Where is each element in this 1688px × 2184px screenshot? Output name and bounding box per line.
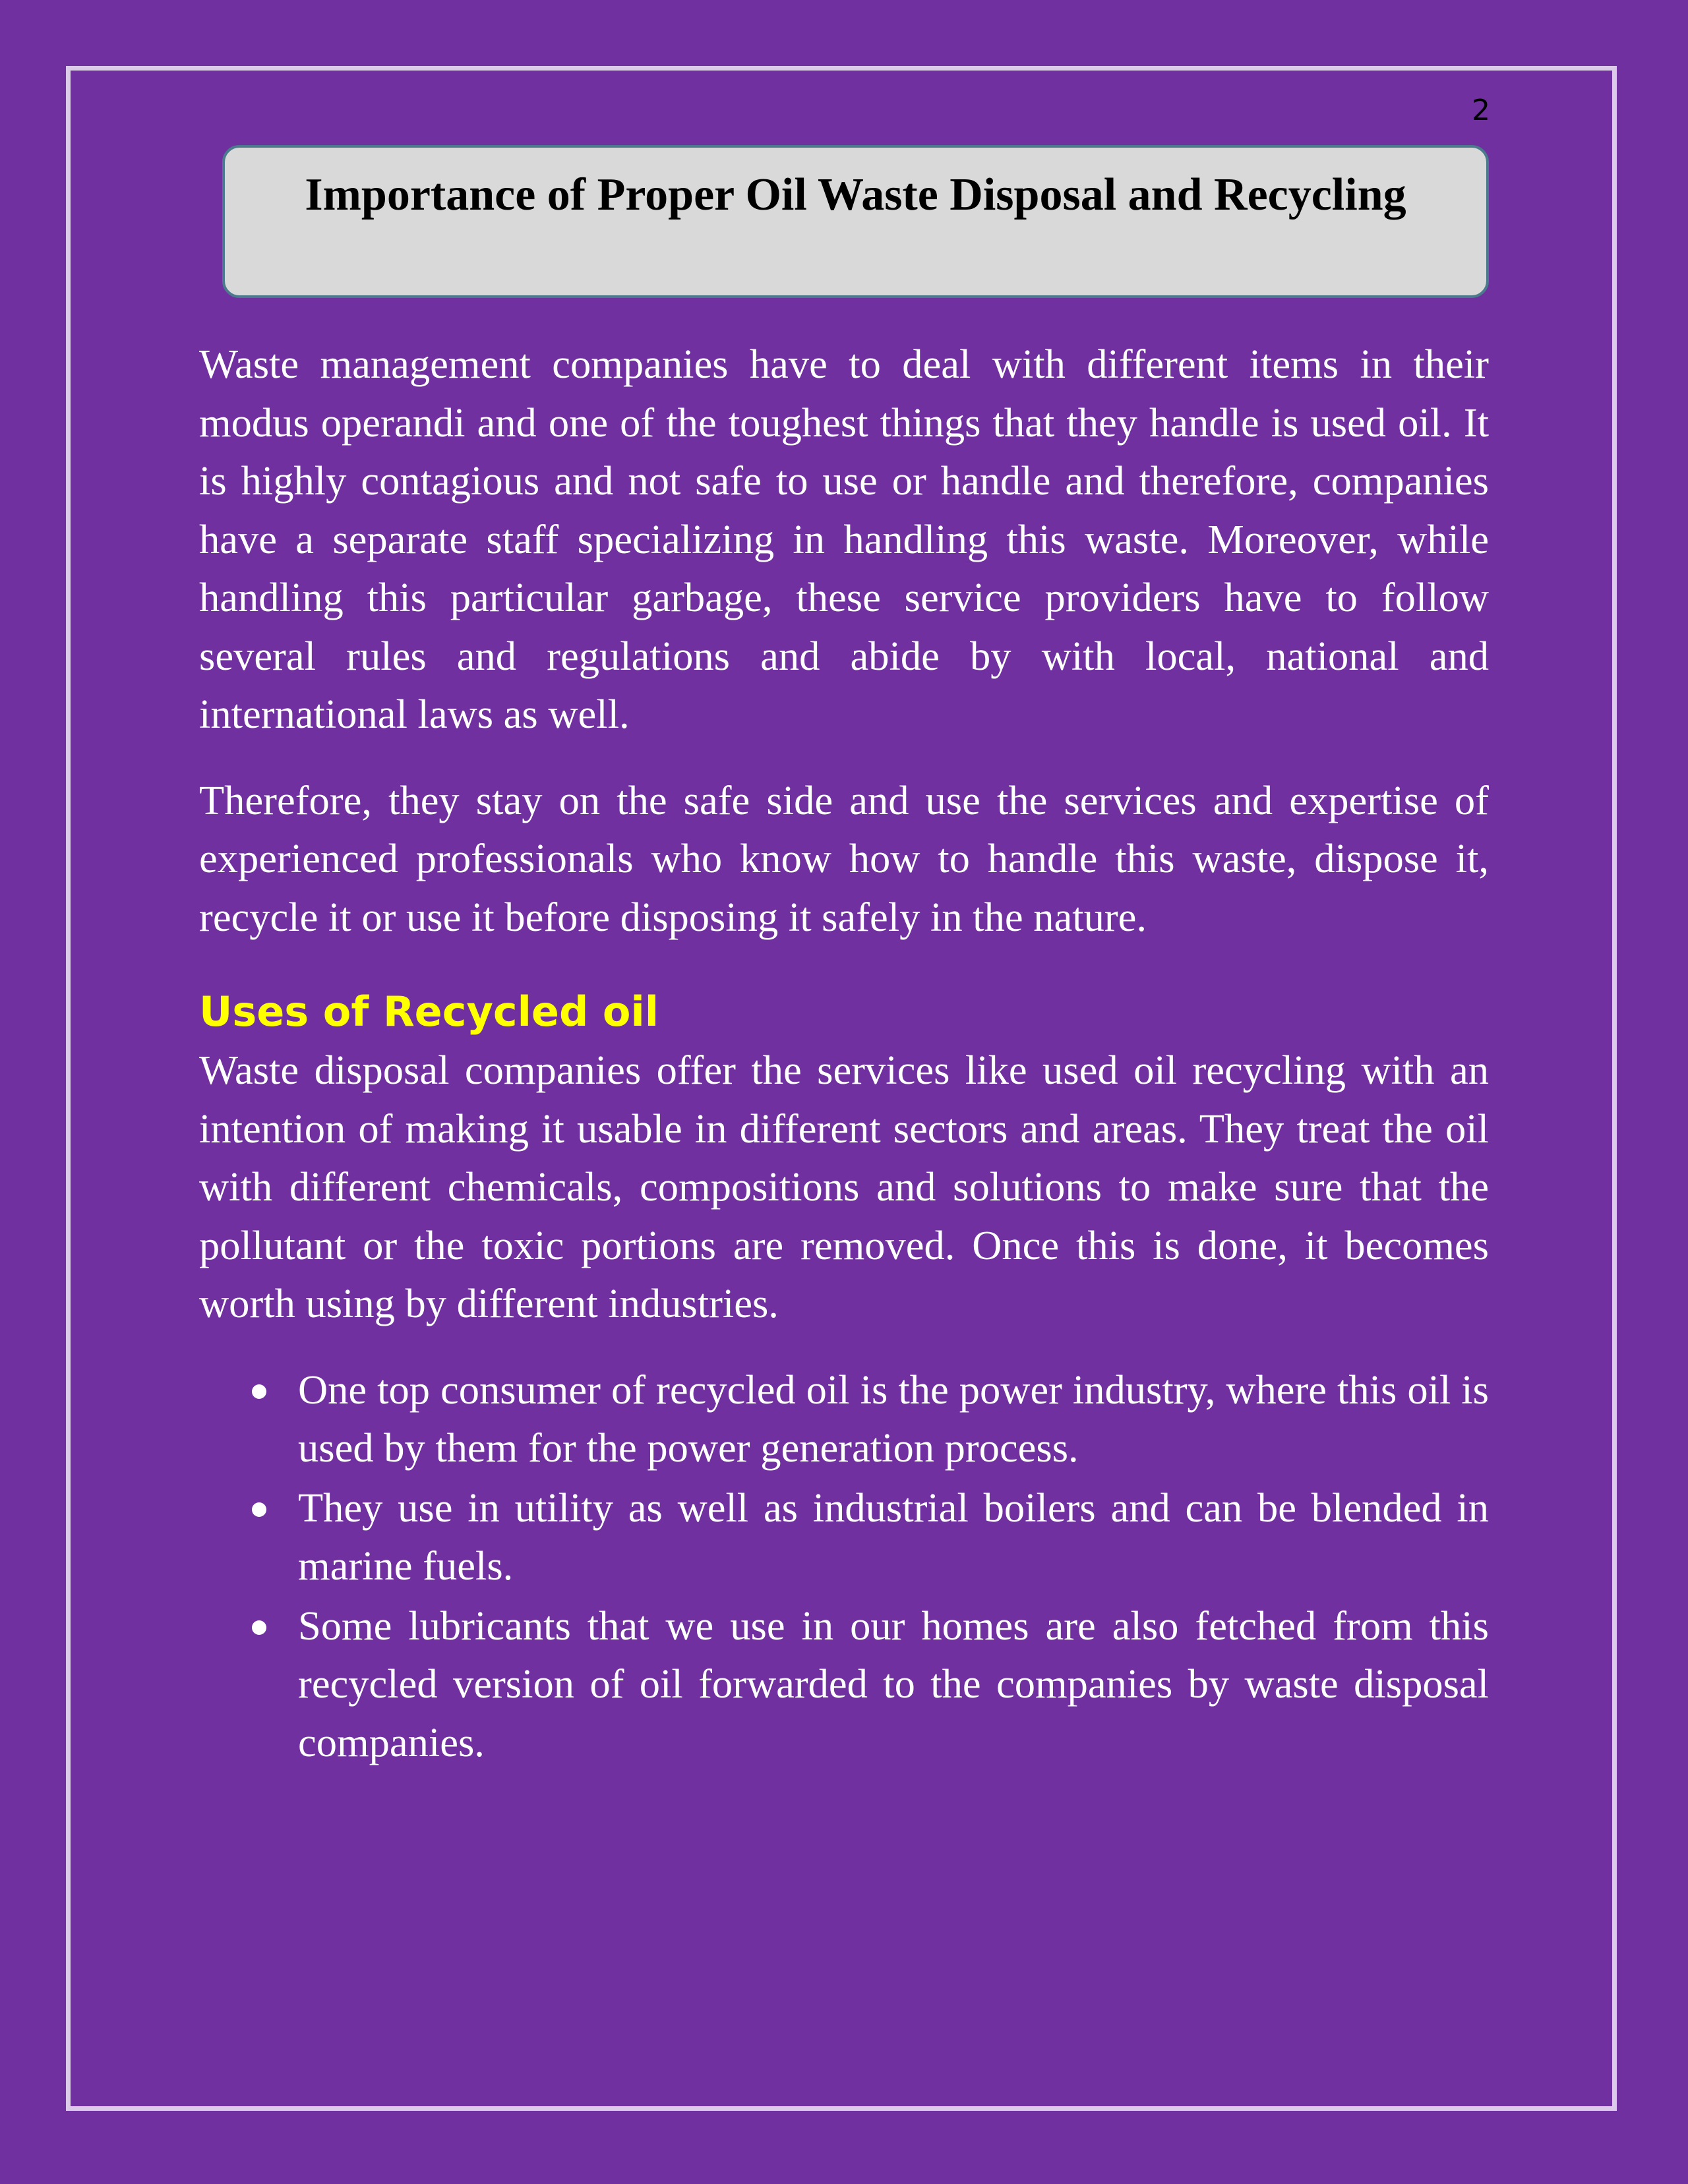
bullet-icon [252, 1502, 266, 1517]
section-heading-uses: Uses of Recycled oil [199, 988, 659, 1036]
document-body [199, 335, 1489, 1773]
uses-bullet-list [199, 1361, 1489, 1772]
page-title: Importance of Proper Oil Waste Disposal and Recycling [305, 169, 1406, 220]
bullet-icon [252, 1384, 266, 1399]
uses-paragraph: Waste disposal companies offer the services like used oil recycling with an intention of making it usable in different sectors and areas. They treat the oil with different chemicals, compositions and solutions to make sure that the pollutant or the toxic portions are removed. Once this is done, it becomes worth using by different industries. [199, 1047, 1489, 1326]
list-item-text: They use in utility as well as industrial boilers and can be blended in marine fuels. [298, 1484, 1489, 1589]
list-item [199, 1479, 1489, 1595]
title-box [222, 145, 1489, 298]
intro-paragraph-2: Therefore, they stay on the safe side and use the services and expertise of experienced professionals who know how to handle this waste, dispose it, recycle it or use it before disposing it safely in the nature. [199, 777, 1489, 940]
list-item [199, 1361, 1489, 1477]
list-item [199, 1597, 1489, 1772]
bullet-icon [252, 1620, 266, 1635]
list-item-text: One top consumer of recycled oil is the power industry, where this oil is used by them for the power generation process. [298, 1366, 1489, 1471]
page-number: 2 [1472, 94, 1490, 127]
intro-paragraph-1: Waste management companies have to deal with different items in their modus operandi and one of the toughest things that they handle is used oil. It is highly contagious and not safe to use or handle and therefore, companies have a separate staff specializing in handling this waste. Moreover, while handling this particular garbage, these service providers have to follow several rules and regulations and abide by with local, national and international laws as well. [199, 341, 1489, 737]
list-item-text: Some lubricants that we use in our homes are also fetched from this recycled version of oil forwarded to the companies by waste disposal companies. [298, 1602, 1489, 1765]
